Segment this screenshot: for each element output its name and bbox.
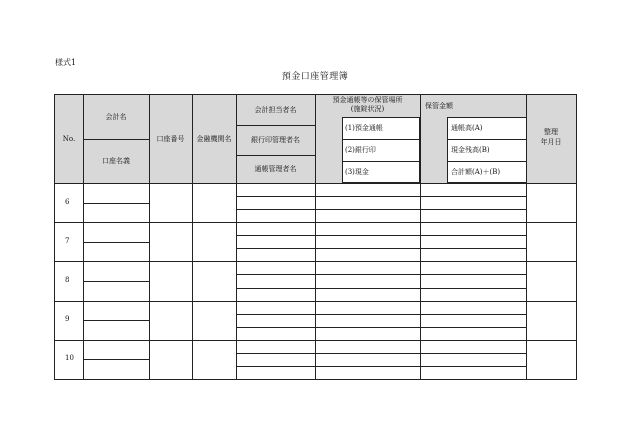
header-account-number: 口座番号 [156,135,185,143]
row-number: 10 [65,354,74,363]
header-storage-place: 預金通帳等の保管場所 [332,96,403,104]
row-number: 7 [65,236,70,245]
header-storage-lock-status: (施錠状況) [350,105,385,113]
header-storage-seal: (2)銀行印 [345,146,376,154]
header-passbook-manager: 通帳管理者名 [254,165,297,173]
header-treasurer: 会計担当者名 [254,106,297,114]
form-code: 様式1 [55,58,77,67]
header-no: No. [62,135,76,143]
header-storage-passbook: (1)預金通帳 [345,124,383,132]
row-number: 9 [65,315,70,324]
header-adjust-date: 年月日 [540,138,562,146]
header-amount-passbook: 通帳高(A) [451,124,483,132]
header-account-name: 会計名 [105,113,127,121]
header-storage-amount: 保管金額 [425,102,453,110]
header-seal-manager: 銀行印管理者名 [251,136,300,144]
row-number: 6 [65,197,70,206]
header-amount-cash: 現金残高(B) [451,146,490,154]
row-number: 8 [65,276,70,284]
header-bank-name: 金融機関名 [196,135,232,143]
header-amount-total: 合計額(A)＋(B) [451,168,501,176]
header-adjust: 整理 [544,128,558,136]
header-account-holder: 口座名義 [102,157,130,165]
header-storage-cash: (3)現金 [345,168,369,176]
account-ledger-table [54,94,577,380]
document-title: 預金口座管理簿 [281,72,349,82]
